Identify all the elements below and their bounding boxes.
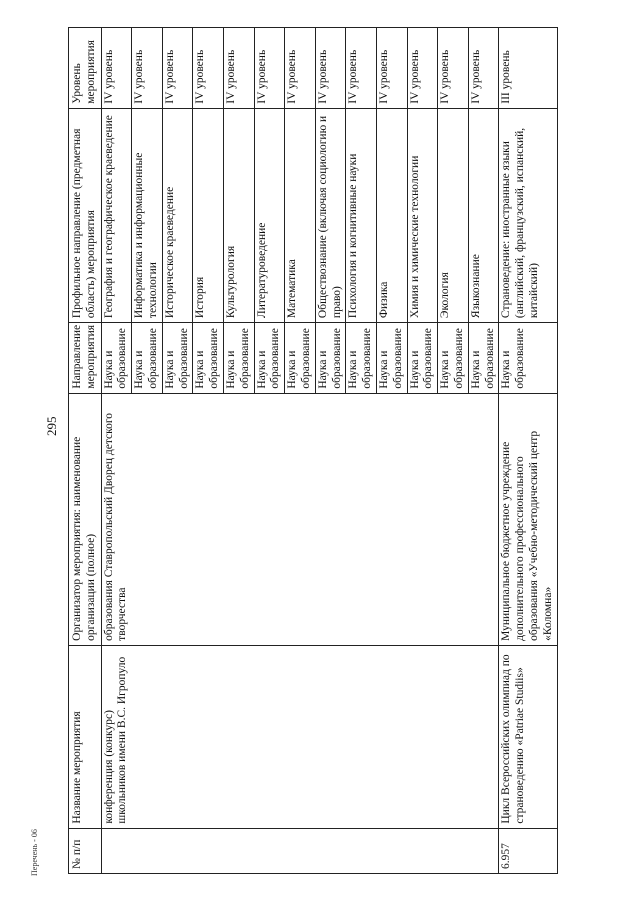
direction: Наука и образование bbox=[132, 323, 163, 394]
header-direction: Направление мероприятия bbox=[69, 323, 102, 394]
header-event-name: Название мероприятия bbox=[69, 645, 102, 828]
level: III уровень bbox=[499, 28, 557, 109]
direction: Наука и образование bbox=[499, 323, 557, 394]
level: IV уровень bbox=[254, 28, 285, 109]
level: IV уровень bbox=[162, 28, 193, 109]
direction: Наука и образование bbox=[468, 323, 499, 394]
profile: Химия и химические технологии bbox=[407, 108, 438, 322]
level: IV уровень bbox=[223, 28, 254, 109]
direction: Наука и образование bbox=[315, 323, 346, 394]
direction: Наука и образование bbox=[346, 323, 377, 394]
profile: Литературоведение bbox=[254, 108, 285, 322]
profile: Психология и когнитивные науки bbox=[346, 108, 377, 322]
profile: Языкознание bbox=[468, 108, 499, 322]
footer-note: Перечень - 06 bbox=[30, 829, 39, 876]
row-number bbox=[101, 828, 499, 873]
profile: Математика bbox=[285, 108, 316, 322]
table-row bbox=[499, 28, 557, 874]
level: IV уровень bbox=[193, 28, 224, 109]
profile: Информатика и информационные технологии bbox=[132, 108, 163, 322]
profile: История bbox=[193, 108, 224, 322]
profile: Историческое краеведение bbox=[162, 108, 193, 322]
level: IV уровень bbox=[407, 28, 438, 109]
direction: Наука и образование bbox=[376, 323, 407, 394]
header-number: № п/п bbox=[69, 828, 102, 873]
event-name: конференция (конкурс) школьников имени В.С. Игропуло bbox=[101, 645, 499, 828]
level: IV уровень bbox=[346, 28, 377, 109]
level: IV уровень bbox=[438, 28, 469, 109]
event-name: Цикл Всероссийских олимпиад по страноведению «Patriae Studiis» bbox=[499, 645, 557, 828]
profile: Страноведение: иностранные языки (английский, французский, испанский, китайский) bbox=[499, 108, 557, 322]
direction: Наука и образование bbox=[407, 323, 438, 394]
level: IV уровень bbox=[376, 28, 407, 109]
direction: Наука и образование bbox=[101, 323, 132, 394]
level: IV уровень bbox=[315, 28, 346, 109]
direction: Наука и образование bbox=[193, 323, 224, 394]
table-row bbox=[101, 28, 132, 874]
direction: Наука и образование bbox=[162, 323, 193, 394]
rotated-table-wrapper bbox=[68, 27, 558, 874]
direction: Наука и образование bbox=[285, 323, 316, 394]
level: IV уровень bbox=[132, 28, 163, 109]
level: IV уровень bbox=[468, 28, 499, 109]
profile: Физика bbox=[376, 108, 407, 322]
row-number: 6.957 bbox=[499, 828, 557, 873]
profile: География и географическое краеведение bbox=[101, 108, 132, 322]
organizer: образования Ставропольский Дворец детского творчества bbox=[101, 393, 499, 645]
direction: Наука и образование bbox=[438, 323, 469, 394]
direction: Наука и образование bbox=[223, 323, 254, 394]
profile: Экология bbox=[438, 108, 469, 322]
header-profile: Профильное направление (предметная область) мероприятия bbox=[69, 108, 102, 322]
organizer: Муниципальное бюджетное учреждение дополнительного профессионального образования «Учебно-методический центр «Коломна» bbox=[499, 393, 557, 645]
direction: Наука и образование bbox=[254, 323, 285, 394]
page-number: 295 bbox=[44, 416, 59, 436]
profile: Культурология bbox=[223, 108, 254, 322]
events-table bbox=[68, 27, 558, 874]
table-header-row bbox=[69, 28, 102, 874]
header-level: Уровень мероприятия bbox=[69, 28, 102, 109]
table-body bbox=[101, 28, 557, 874]
level: IV уровень bbox=[285, 28, 316, 109]
level: IV уровень bbox=[101, 28, 132, 109]
profile: Обществознание (включая социологию и право) bbox=[315, 108, 346, 322]
header-organizer: Организатор мероприятия: наименование организации (полное) bbox=[69, 393, 102, 645]
